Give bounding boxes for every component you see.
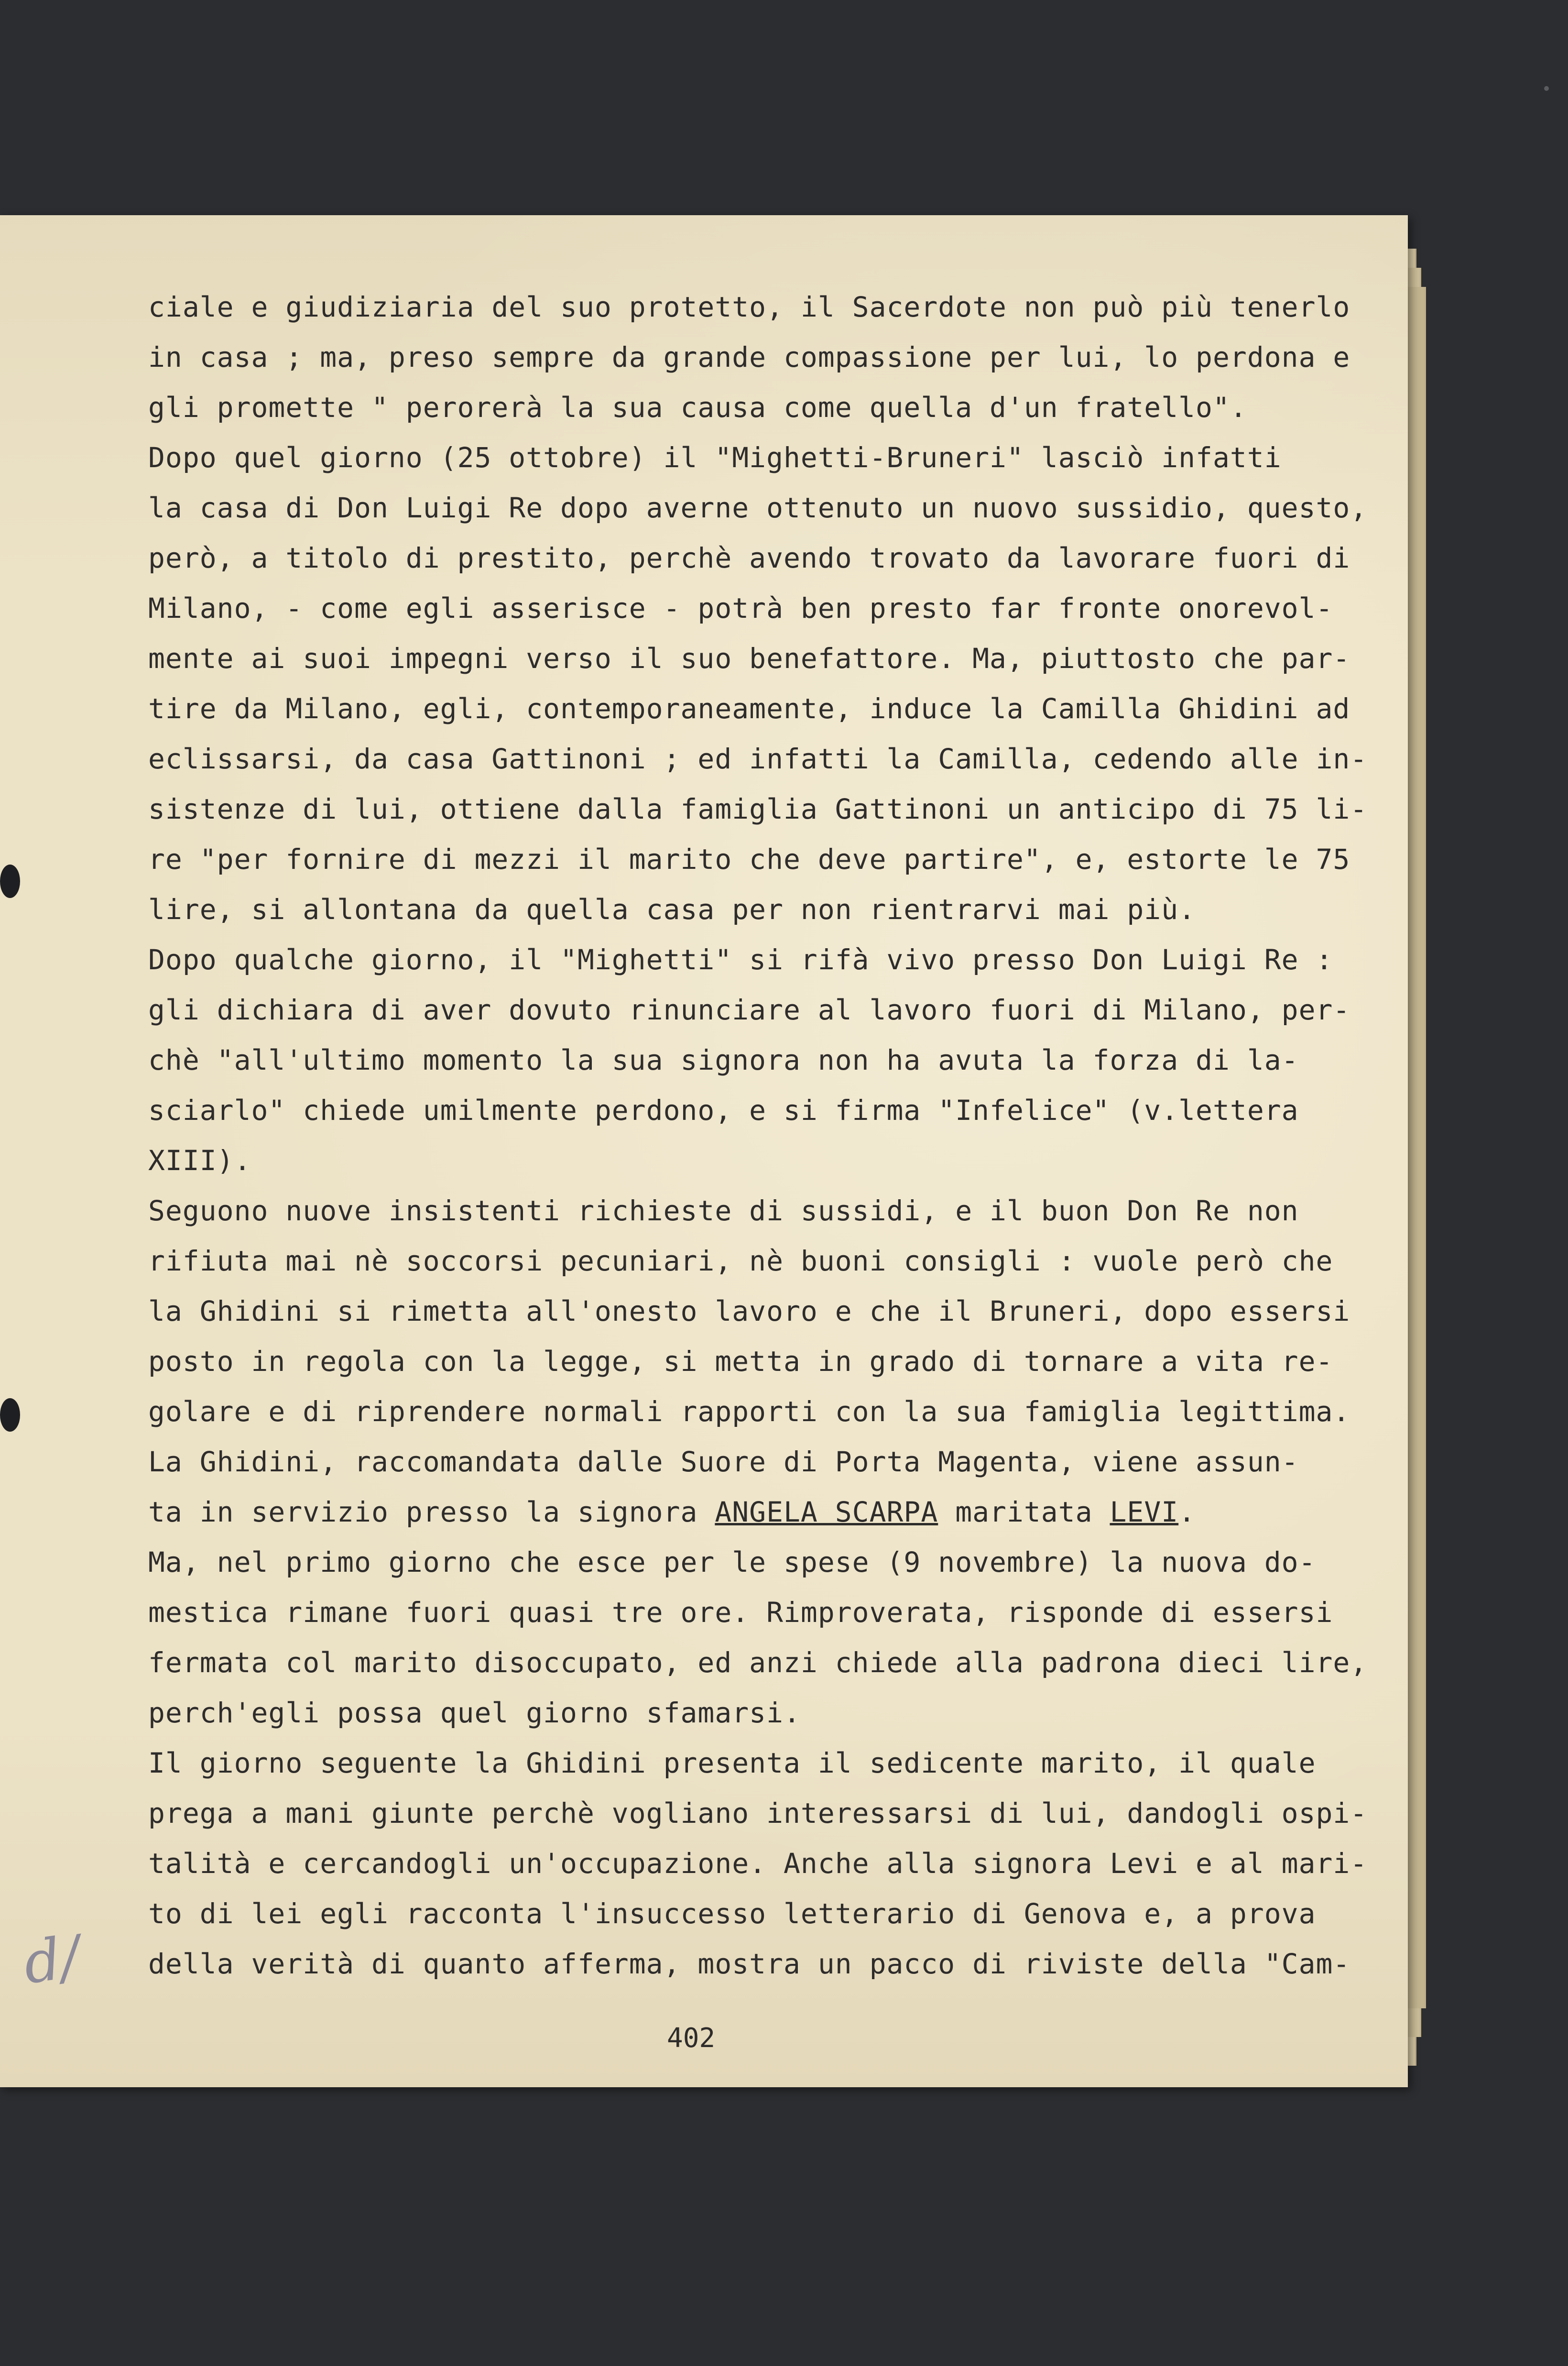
text-line: Milano, - come egli asserisce - potrà ben presto far fronte onorevol- bbox=[148, 592, 1333, 624]
punch-hole bbox=[0, 1398, 20, 1432]
text-line: fermata col marito disoccupato, ed anzi chiede alla padrona dieci lire, bbox=[148, 1646, 1368, 1679]
text-line: sciarlo" chiede umilmente perdono, e si firma "Infelice" (v.lettera bbox=[148, 1094, 1299, 1127]
text-line: in casa ; ma, preso sempre da grande compassione per lui, lo perdona e bbox=[148, 341, 1350, 373]
page-body-text bbox=[148, 282, 1382, 1989]
text-line: Dopo qualche giorno, il "Mighetti" si rifà vivo presso Don Luigi Re : bbox=[148, 943, 1333, 976]
page-number: 402 bbox=[667, 2023, 716, 2054]
text-line: to di lei egli racconta l'insuccesso letterario di Genova e, a prova bbox=[148, 1897, 1316, 1930]
text-line: però, a titolo di prestito, perchè avendo trovato da lavorare fuori di bbox=[148, 542, 1350, 574]
text-line: mestica rimane fuori quasi tre ore. Rimproverata, risponde di essersi bbox=[148, 1596, 1333, 1629]
text-line: mente ai suoi impegni verso il suo benefattore. Ma, piuttosto che par- bbox=[148, 642, 1350, 675]
text-line: sistenze di lui, ottiene dalla famiglia Gattinoni un anticipo di 75 li- bbox=[148, 793, 1368, 825]
text-line: prega a mani giunte perchè vogliano interessarsi di lui, dandogli ospi- bbox=[148, 1797, 1368, 1829]
text-line: Dopo quel giorno (25 ottobre) il "Mighetti-Bruneri" lasciò infatti bbox=[148, 441, 1282, 474]
text-line: tire da Milano, egli, contemporaneamente, induce la Camilla Ghidini ad bbox=[148, 692, 1350, 725]
text-line: rifiuta mai nè soccorsi pecuniari, nè buoni consigli : vuole però che bbox=[148, 1245, 1333, 1277]
text-line: lire, si allontana da quella casa per non rientrarvi mai più. bbox=[148, 893, 1196, 926]
text-line: XIII). bbox=[148, 1144, 251, 1177]
text-line: perch'egli possa quel giorno sfamarsi. bbox=[148, 1697, 801, 1729]
text-line: la Ghidini si rimetta all'onesto lavoro e che il Bruneri, dopo essersi bbox=[148, 1295, 1350, 1327]
underlined-name: LEVI bbox=[1110, 1496, 1179, 1528]
text-line: Seguono nuove insistenti richieste di sussidi, e il buon Don Re non bbox=[148, 1194, 1299, 1227]
text-line: Ma, nel primo giorno che esce per le spese (9 novembre) la nuova do- bbox=[148, 1546, 1316, 1578]
text-line: golare e di riprendere normali rapporti con la sua famiglia legittima. bbox=[148, 1395, 1350, 1428]
text-line: della verità di quanto afferma, mostra un pacco di riviste della "Cam- bbox=[148, 1948, 1350, 1980]
text-line: chè "all'ultimo momento la sua signora non ha avuta la forza di la- bbox=[148, 1044, 1299, 1076]
text-line: ciale e giudiziaria del suo protetto, il Sacerdote non può più tenerlo bbox=[148, 291, 1350, 323]
text-line: Il giorno seguente la Ghidini presenta il sedicente marito, il quale bbox=[148, 1747, 1316, 1779]
text-line: la casa di Don Luigi Re dopo averne ottenuto un nuovo sussidio, questo, bbox=[148, 492, 1368, 524]
underlined-name: ANGELA SCARPA bbox=[715, 1496, 938, 1528]
dust-speck bbox=[1544, 86, 1549, 91]
page-stack-edge bbox=[1405, 287, 1426, 2008]
text-line: re "per fornire di mezzi il marito che deve partire", e, estorte le 75 bbox=[148, 843, 1350, 876]
text-line: gli dichiara di aver dovuto rinunciare al lavoro fuori di Milano, per- bbox=[148, 994, 1350, 1026]
typewritten-page bbox=[0, 215, 1408, 2087]
text-line: eclissarsi, da casa Gattinoni ; ed infatti la Camilla, cedendo alle in- bbox=[148, 743, 1368, 775]
text-line: gli promette " perorerà la sua causa come quella d'un fratello". bbox=[148, 391, 1247, 424]
text-line: posto in regola con la legge, si metta in grado di tornare a vita re- bbox=[148, 1345, 1333, 1378]
punch-hole bbox=[0, 865, 20, 898]
text-line: ta in servizio presso la signora ANGELA SCARPA maritata LEVI. bbox=[148, 1496, 1196, 1528]
text-line: talità e cercandogli un'occupazione. Anche alla signora Levi e al mari- bbox=[148, 1847, 1368, 1880]
handwritten-margin-note: d/ bbox=[19, 1923, 85, 1997]
text-line: La Ghidini, raccomandata dalle Suore di Porta Magenta, viene assun- bbox=[148, 1446, 1299, 1478]
